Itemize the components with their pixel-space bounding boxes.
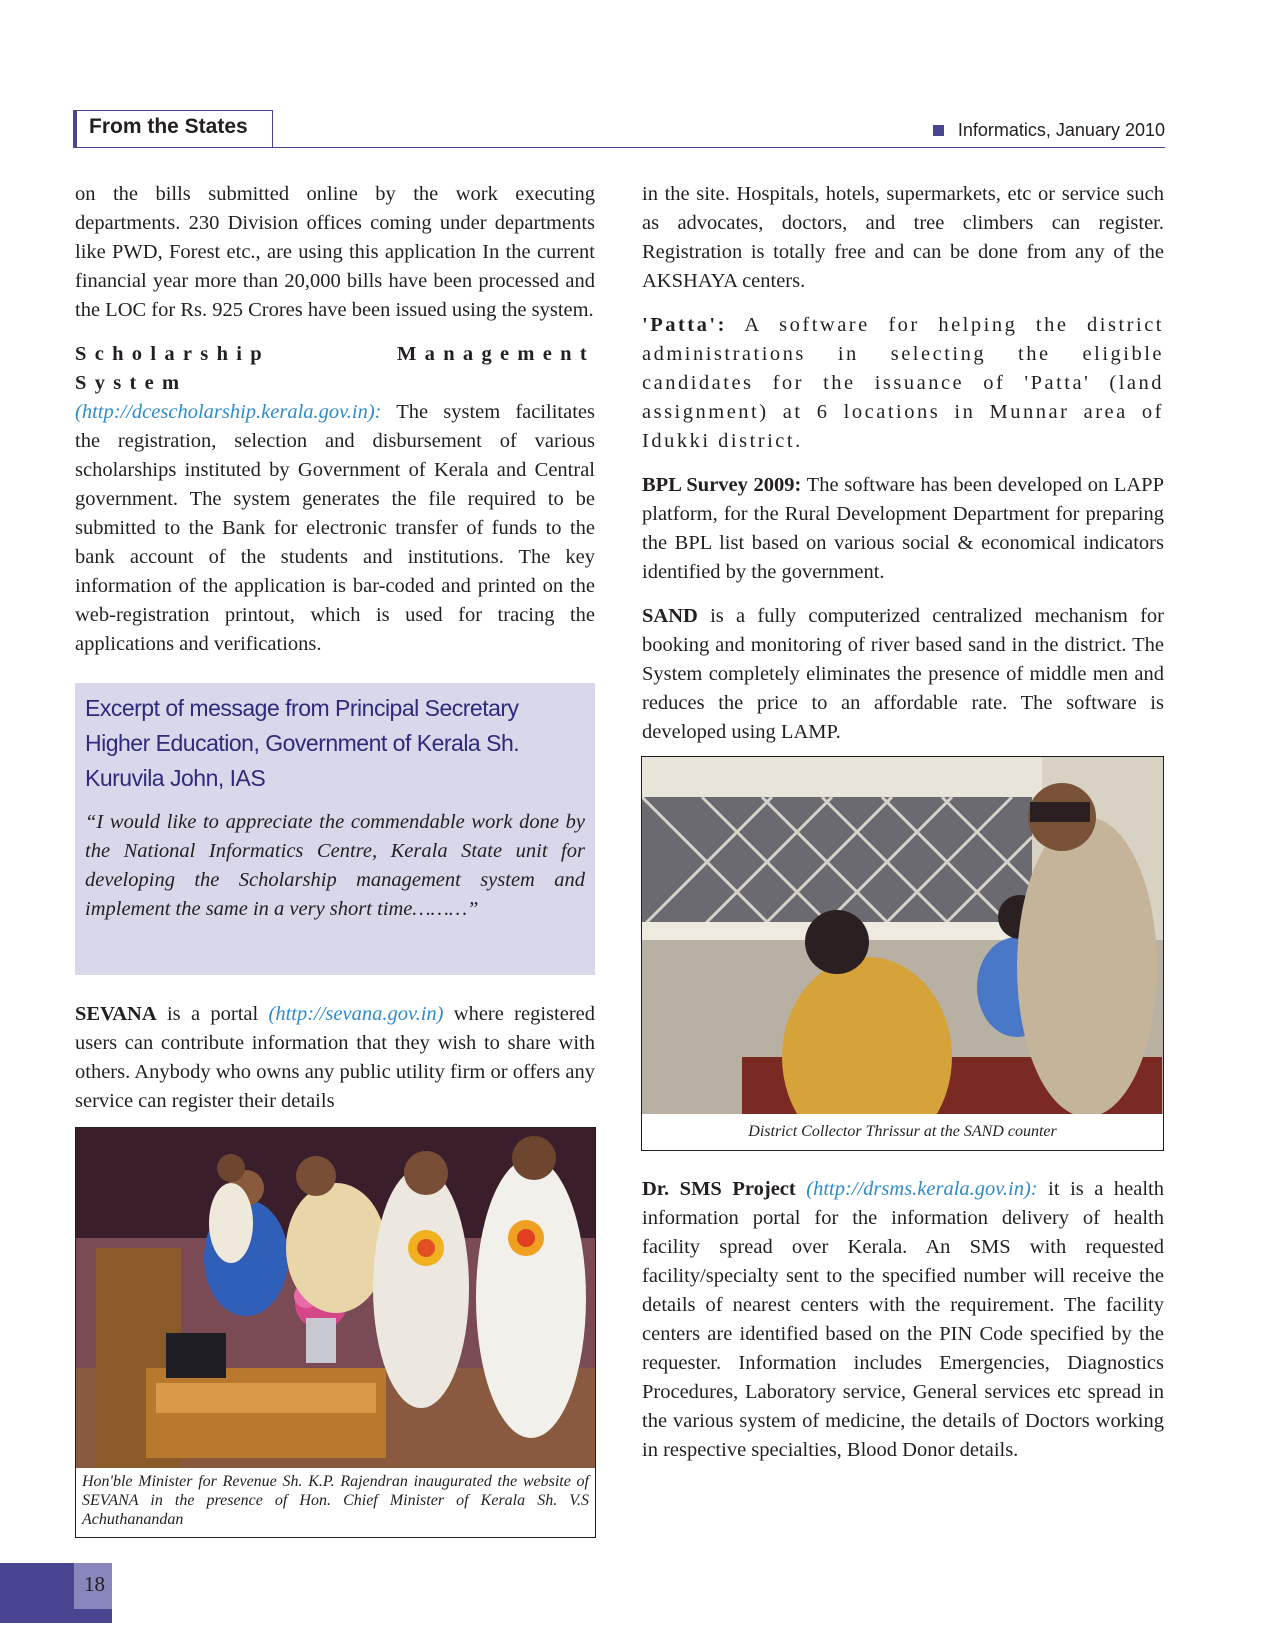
patta-heading: 'Patta': bbox=[642, 314, 727, 336]
issue-label bbox=[933, 120, 1165, 141]
footer-bar bbox=[0, 1563, 74, 1623]
paragraph-drsms bbox=[642, 1175, 1164, 1480]
left-column bbox=[75, 180, 595, 674]
sevana-prelink: is a portal bbox=[156, 1003, 269, 1025]
excerpt-quote: “I would like to appreciate the commendable work done by the National Informatics Centre, Kerala State unit for developing the Scholarship management system and implement the same in a very short time………” bbox=[85, 811, 585, 920]
square-bullet-icon bbox=[933, 125, 944, 136]
sand-counter-photo-image bbox=[642, 757, 1163, 1114]
patta-text: A software for helping the district administrations in selecting the eligible candidates for the issuance of 'Patta' (land assignment) at 6 locations in Munnar area of Idukki district. bbox=[642, 314, 1164, 452]
drsms-heading: Dr. SMS Project bbox=[642, 1178, 796, 1200]
inauguration-photo-image bbox=[76, 1128, 595, 1468]
excerpt-box bbox=[75, 683, 595, 975]
sevana-text: where registered users can contribute information that they wish to share with others. Anybody who owns any public utility firm or offers any service can register their details bbox=[75, 1003, 595, 1112]
scholarship-heading: Scholarship Management System bbox=[75, 343, 595, 394]
scholarship-link[interactable]: (http://dcescholarship.kerala.gov.in): bbox=[75, 401, 382, 423]
sand-heading: SAND bbox=[642, 605, 698, 627]
drsms-text: it is a health information portal for the information delivery of health facility spread over Kerala. An SMS with requested facility/specialty sent to the specified number will receive the details of nearest centers with the requirement. The facility centers are identified based on the PIN Code specified by the requester. Information includes Emergencies, Diagnostics Procedures, Laboratory service, General services etc spread in the various system of medicine, the details of Doctors working in respective specialties, Blood Donor details. bbox=[642, 1178, 1164, 1461]
section-title: From the States bbox=[73, 110, 273, 148]
excerpt-title: Excerpt of message from Principal Secretary Higher Education, Government of Kerala Sh. Kuruvila John, IAS bbox=[85, 695, 520, 791]
paragraph-registration: in the site. Hospitals, hotels, supermarkets, etc or service such as advocates, doctors, and tree climbers can register. Registration is totally free and can be done from any of the AKSHAYA centers. bbox=[642, 183, 1164, 292]
paragraph-scholarship bbox=[75, 340, 595, 659]
sevana-link[interactable]: (http://sevana.gov.in) bbox=[268, 1003, 444, 1025]
header-rule bbox=[73, 147, 1165, 148]
paragraph-bills: on the bills submitted online by the work executing departments. 230 Division offices coming under departments like PWD, Forest etc., are using this application In the current financial year more than 20,000 bills have been processed and the LOC for Rs. 925 Crores have been issued using the system. bbox=[75, 183, 595, 321]
paragraph-bpl bbox=[642, 471, 1164, 587]
photo-right-caption: District Collector Thrissur at the SAND counter bbox=[748, 1123, 1057, 1140]
right-column bbox=[642, 180, 1164, 762]
page-number: 18 bbox=[84, 1572, 105, 1596]
bpl-text: The software has been developed on LAPP platform, for the Rural Development Department for preparing the BPL list based on various social & economical indicators identified by the government. bbox=[642, 474, 1164, 583]
drsms-link[interactable]: (http://drsms.kerala.gov.in): bbox=[806, 1178, 1038, 1200]
photo-left-caption: Hon'ble Minister for Revenue Sh. K.P. Rajendran inaugurated the website of SEVANA in the presence of Hon. Chief Minister of Kerala Sh. V.S Achuthanandan bbox=[82, 1473, 589, 1528]
sevana-heading: SEVANA bbox=[75, 1003, 157, 1025]
paragraph-sevana bbox=[75, 1000, 595, 1116]
footer-page-tab-base bbox=[74, 1609, 112, 1623]
paragraph-sand bbox=[642, 602, 1164, 747]
issue-text: Informatics, January 2010 bbox=[957, 120, 1165, 140]
scholarship-text: The system facilitates the registration, selection and disbursement of various scholarships instituted by Government of Kerala and Central government. The system generates the file required to be submitted to the Bank for electronic transfer of funds to the bank account of the students and institutions. The key information of the application is bar-coded and printed on the web-registration printout, which is used for tracing the applications and verifications. bbox=[75, 401, 595, 655]
paragraph-patta bbox=[642, 311, 1164, 456]
photo-sevana-inauguration bbox=[75, 1127, 596, 1538]
sand-text: is a fully computerized centralized mechanism for booking and monitoring of river based sand in the district. The System completely eliminates the presence of middle men and reduces the price to an affordable rate. The software is developed using LAMP. bbox=[642, 605, 1164, 743]
bpl-heading: BPL Survey 2009: bbox=[642, 474, 802, 496]
photo-sand-counter bbox=[641, 756, 1164, 1151]
